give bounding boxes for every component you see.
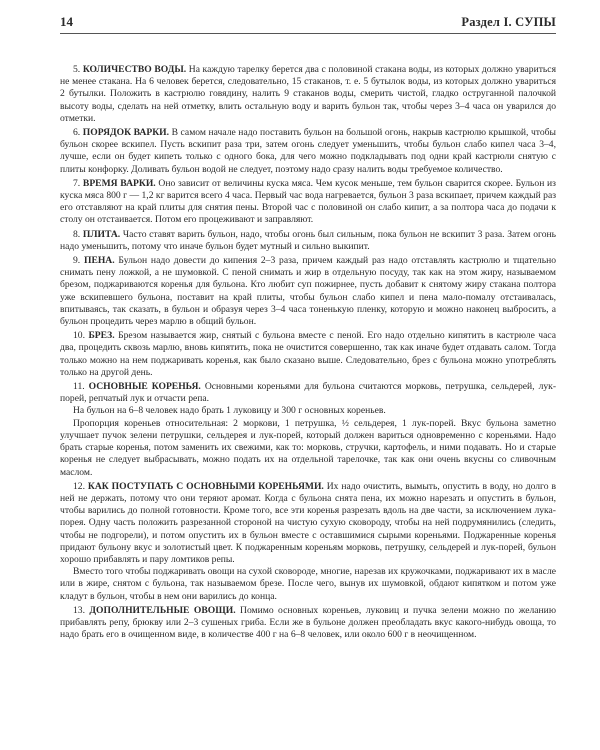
paragraph-text: Пропорция кореньев относительная: 2 моркови, 1 петрушка, ½ сельдерея, 1 лук-порей. Вкус бульона заметно улучшает пучок зелени петрушки, сельдерея и лук-порей, который должен вариться одновременно с кореньями. Надо брать старые коренья, потом заменить их свежими, как то: морковь, стручки, картофель, и ними подавать. Но и старые коренья не следует выбрасывать, можно подать их на отдельной тарелочке, так как они очень вкусны со сливочным маслом. (60, 417, 556, 478)
section-subparagraph (60, 418, 556, 479)
paragraph-text: Их надо очистить, вымыть, опустить в воду, но долго в ней не держать, потому что они теряют аромат. Когда с бульона снята пена, их можно нарезать и опустить в бульон, чтобы варились до полной готовности. Кроме того, все эти коренья разрезать вдоль на две части, за исключением лука-порея. Одну часть положить разрезанной стороной на чистую сухую сковороду, чтобы на ней подрумянились (следить, чтобы не подгорели), и потом опустить их в бульон вместе с оставшимися сырыми кореньями. Поджаренные коренья придают бульону вкус и золотистый цвет. К поджаренным кореньям морковь, петрушку, сельдерей и лук-порей, бульон хорошо прибавлять и пару ломтиков репы. (60, 480, 556, 565)
page-header (60, 14, 556, 34)
section-number: 11. (73, 381, 85, 393)
section-subparagraph (60, 405, 556, 417)
paragraph-text: Бульон надо довести до кипения 2–3 раза, причем каждый раз надо отставлять кастрюлю и тщательно снимать пену ложкой, а не шумовкой. С пеной снимать и жир в отдельную посуду, так как на этом жиру, называемом брезом, поджариваются коренья для бульона. Кто любит суп пожирнее, пусть добавит к снятому жиру стакана полтора уже вскипевшего бульона, поставит на край плиты, чтобы бульон слабо кипел и пена мало-помалу отстаивалась, впитываясь, так сказать, в бульон и образуя через 3–4 часа тоненькую пленку, которую и можно наконец выбросить, а бульон процедить через марлю в общий бульон. (60, 255, 556, 328)
section-paragraph (60, 127, 556, 176)
section-heading: ДОПОЛНИТЕЛЬНЫЕ ОВОЩИ. (89, 604, 236, 616)
paragraph-text: На каждую тарелку берется два с половиной стакана воды, из которых должно увариться не менее стакана. На 6 человек берется, следовательно, 15 стаканов, т. е. 5 бутылок воды, из которых должно увариться 2 бутылки. Положить в кастрюлю говядину, налить 9 стаканов воды, смерить чистой, гладко оструганной палочкой высоту воды, сделать на ней отметку, влить остальную воду и варить бульон так, чтобы через 3–4 часа он уварился до отметки. (60, 64, 556, 124)
section-number: 6. (73, 127, 81, 139)
section-heading: ВРЕМЯ ВАРКИ. (82, 177, 156, 189)
section-heading: БРЕЗ. (88, 330, 115, 342)
section-number: 13. (73, 604, 85, 616)
section-paragraph (60, 605, 556, 642)
section-paragraph (60, 229, 556, 253)
section-number: 8. (73, 228, 81, 240)
section-heading: ОСНОВНЫЕ КОРЕНЬЯ. (88, 381, 201, 393)
section-paragraph (60, 255, 556, 328)
paragraph-text: В самом начале надо поставить бульон на большой огонь, накрыв кастрюлю крышкой, чтобы бульон скорее вскипел. Пусть вскипит раза три, затем огонь следует уменьшить, чтобы бульон слабо кипел часа 3–4, лучше, если он будет кипеть только с одного бока, для чего можно подкладывать под одни край кастрюли снятую с плиты конфорку. Доливать бульон водой не следует, поэтому надо сразу налить воды требуемое количество. (60, 127, 556, 175)
paragraph-text: Помимо основных кореньев, луковиц и пучка зелени можно по желанию прибавлять репу, брюкву или 2–3 сушеных гриба. Если же в бульоне должен преобладать вкус какого-нибудь овоща, то надо брать его в очищенном виде, в количестве 400 г на 6–8 человек, или около 600 г в неочищенном. (60, 604, 556, 641)
paragraph-text: Вместо того чтобы поджаривать овощи на сухой сковороде, многие, нарезав их кружочками, поджаривают их в масле или в жире, снятом с бульона, так называемом брезе. После чего, вынув их шумовкой, обдают кипятком и потом уже кладут в бульон, чтобы в нем они варились до конца. (60, 566, 556, 602)
section-paragraph (60, 381, 556, 405)
paragraph-text: Часто ставят варить бульон, надо, чтобы огонь был сильным, пока бульон не вскипит 3 раза. Затем огонь надо уменьшить, потому что иначе бульон будет мутный и сильно выкипит. (60, 228, 556, 252)
section-heading: КАК ПОСТУПАТЬ С ОСНОВНЫМИ КОРЕНЬЯМИ. (87, 480, 324, 492)
section-number: 10. (73, 330, 85, 342)
paragraph-text: Оно зависит от величины куска мяса. Чем кусок меньше, тем бульон сварится скорее. Бульон из куска мяса 800 г — 1,2 кг варится всего 4 часа. Первый час вода нагревается, бульон 3 раза вскипает, причем каждый раз его отставляют на край плиты для снятия пены. Второй час с половиной он слабо кипит, а за полтора часа до подачи к столу он отстаивается. Потом его процеживают и заправляют. (60, 177, 556, 226)
section-heading: ПЕНА. (83, 255, 115, 267)
section-number: 7. (73, 177, 81, 189)
paragraph-text: Основными кореньями для бульона считаются морковь, петрушка, сельдерей, лук-порей, репчатый лук и отчасти репа. (60, 381, 557, 405)
section-subparagraph (60, 566, 556, 603)
section-number: 9. (73, 255, 81, 267)
page-content (60, 64, 556, 641)
running-title: Раздел I. СУПЫ (461, 15, 556, 29)
section-paragraph (60, 481, 556, 566)
paragraph-text: На бульон на 6–8 человек надо брать 1 луковицу и 300 г основных кореньев. (73, 405, 386, 417)
section-heading: КОЛИЧЕСТВО ВОДЫ. (82, 64, 187, 75)
paragraph-text: Брезом называется жир, снятый с бульона вместе с пеной. Его надо отдельно кипятить в кастрюле часа два, процедить сквозь марлю, вновь кипятить, пока не очистится совершенно, так как иначе будет отдавать салом. Тогда только можно на нем поджаривать коренья, как было сказано выше. Следовательно, брез с бульона можно употреблять только на другой день. (60, 330, 556, 378)
section-paragraph (60, 178, 556, 227)
section-paragraph (60, 330, 556, 379)
section-number: 12. (73, 480, 85, 492)
page-number: 14 (60, 14, 73, 29)
section-paragraph (60, 64, 556, 125)
section-heading: ПОРЯДОК ВАРКИ. (82, 127, 170, 139)
section-number: 5. (73, 64, 81, 75)
section-heading: ПЛИТА. (82, 228, 121, 240)
